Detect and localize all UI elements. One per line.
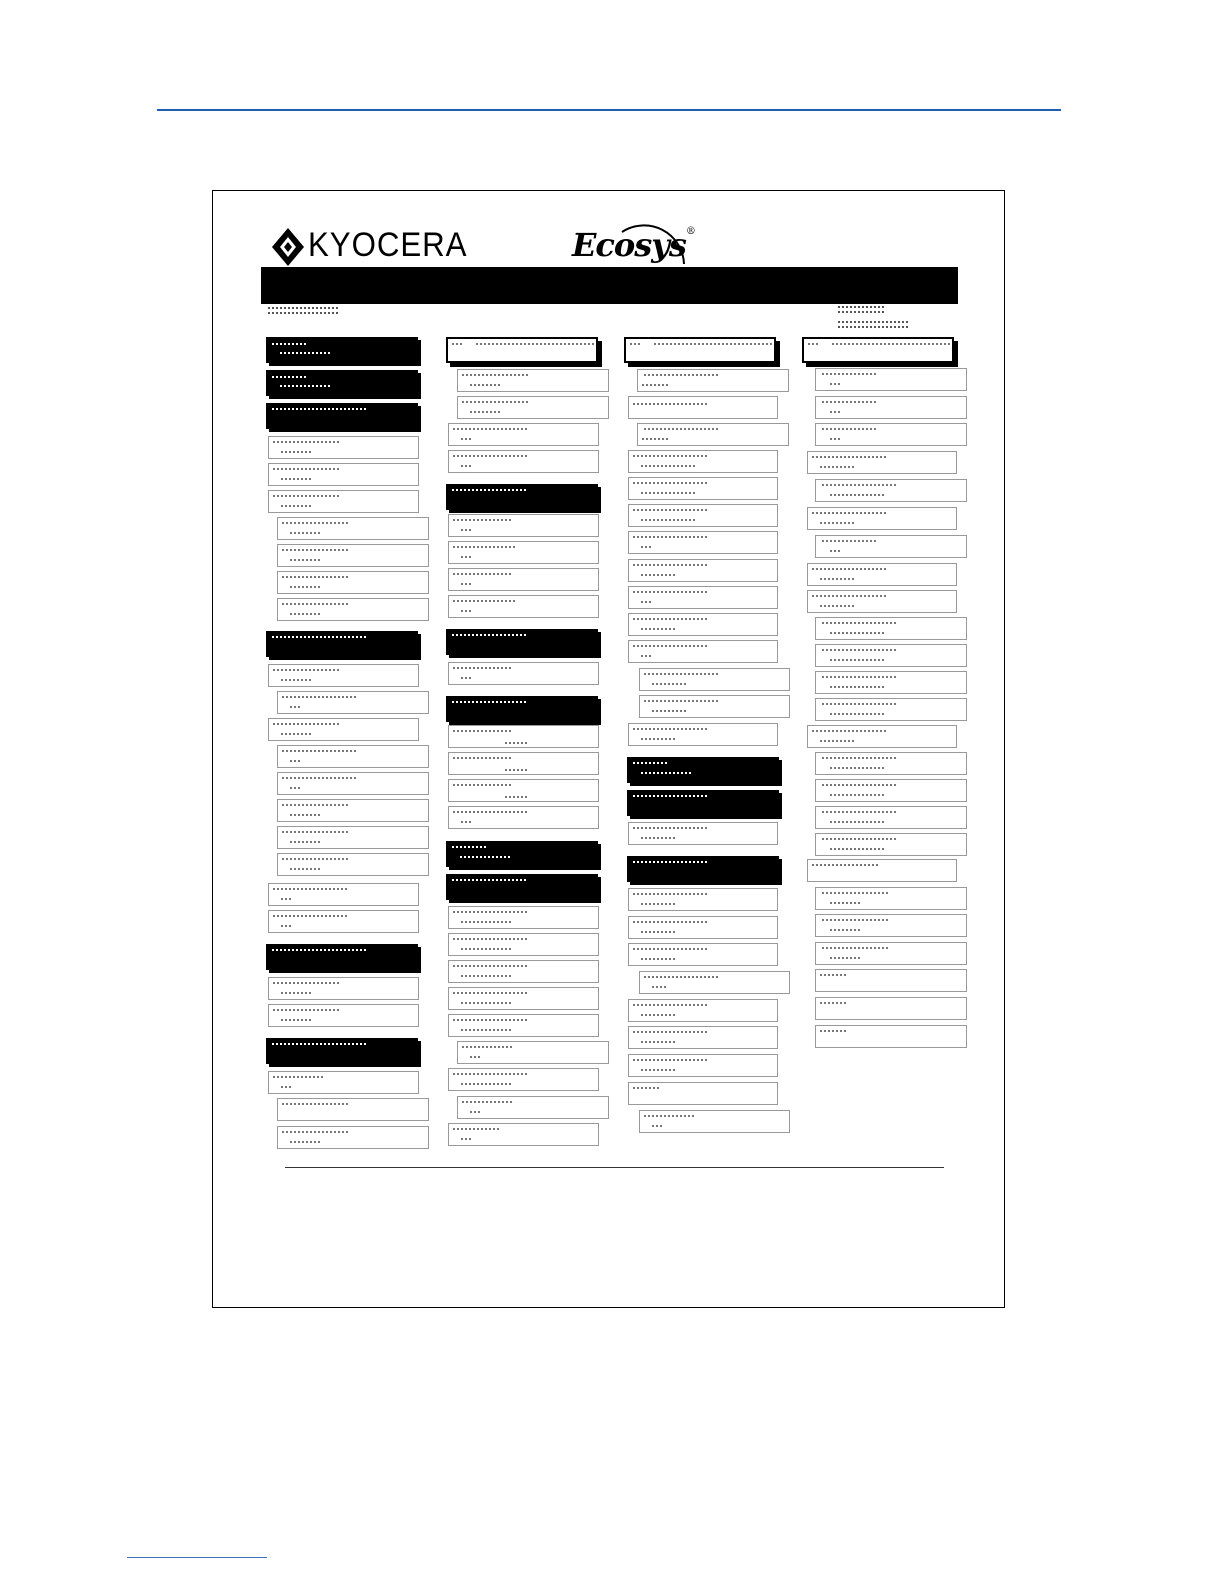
menu-subitem — [815, 698, 967, 721]
menu-subitem — [457, 369, 609, 392]
menu-item — [448, 1123, 599, 1146]
menu-item — [807, 590, 957, 613]
menu-item — [448, 752, 599, 775]
menu-item — [268, 436, 419, 459]
menu-header-block — [446, 629, 598, 655]
menu-item — [628, 396, 778, 419]
menu-subitem — [277, 691, 429, 714]
menu-item — [448, 987, 599, 1010]
registered-mark: ® — [685, 226, 695, 237]
menu-item — [628, 916, 778, 939]
menu-item — [628, 450, 778, 473]
menu-subitem — [277, 517, 429, 540]
menu-item — [628, 1026, 778, 1049]
menu-item — [628, 559, 778, 582]
kyocera-logo-icon — [272, 228, 304, 266]
menu-header-block — [266, 631, 418, 657]
menu-item — [448, 725, 599, 748]
menu-item — [268, 664, 419, 687]
menu-header-block — [446, 484, 598, 510]
menu-item — [448, 423, 599, 446]
menu-header-block — [266, 337, 418, 363]
title-bar — [261, 267, 958, 304]
menu-header-block — [627, 757, 779, 783]
footnote-rule — [127, 1557, 267, 1558]
menu-item — [448, 960, 599, 983]
menu-item — [448, 1014, 599, 1037]
menu-subitem — [815, 833, 967, 856]
menu-header-block — [266, 1038, 418, 1064]
header-note-right-3 — [838, 321, 910, 323]
menu-subitem — [277, 1098, 429, 1121]
menu-subitem — [277, 571, 429, 594]
menu-item — [628, 943, 778, 966]
menu-subitem — [815, 887, 967, 910]
menu-subitem — [639, 695, 790, 718]
menu-item — [268, 910, 419, 933]
menu-header-block — [266, 370, 418, 396]
menu-subitem — [277, 853, 429, 876]
menu-item — [448, 662, 599, 685]
menu-item — [448, 1068, 599, 1091]
header-note-left-2 — [268, 312, 340, 314]
menu-item — [448, 906, 599, 929]
menu-subitem — [277, 826, 429, 849]
menu-subitem — [637, 423, 789, 446]
menu-item — [268, 1071, 419, 1094]
header-note-right-2 — [838, 311, 884, 313]
menu-item — [448, 595, 599, 618]
menu-subitem — [639, 668, 790, 691]
menu-item — [268, 718, 419, 741]
header-note-left — [268, 307, 340, 309]
menu-subitem — [637, 369, 789, 392]
kyocera-wordmark: KYOCERA — [308, 226, 468, 264]
menu-item — [628, 531, 778, 554]
menu-item — [628, 613, 778, 636]
menu-item — [807, 859, 957, 882]
menu-subitem — [457, 1096, 609, 1119]
menu-item — [628, 723, 778, 746]
menu-subitem — [457, 1041, 609, 1064]
menu-item — [628, 999, 778, 1022]
menu-header-block — [446, 874, 598, 900]
menu-column-header — [624, 337, 776, 363]
menu-header-block — [627, 856, 779, 882]
menu-subitem — [277, 544, 429, 567]
menu-item — [448, 541, 599, 564]
menu-item — [448, 779, 599, 802]
menu-subitem — [815, 997, 967, 1020]
menu-subitem — [815, 368, 967, 391]
menu-subitem — [277, 598, 429, 621]
menu-item — [628, 1082, 778, 1105]
ecosys-wordmark — [572, 226, 695, 264]
menu-item — [448, 933, 599, 956]
menu-subitem — [815, 617, 967, 640]
menu-subitem — [815, 479, 967, 502]
menu-subitem — [815, 1025, 967, 1048]
menu-item — [807, 563, 957, 586]
menu-item — [268, 490, 419, 513]
menu-subitem — [815, 914, 967, 937]
menu-header-block — [266, 944, 418, 970]
menu-subitem — [277, 799, 429, 822]
menu-subitem — [815, 779, 967, 802]
top-rule — [157, 109, 1061, 111]
menu-item — [628, 504, 778, 527]
menu-item — [628, 640, 778, 663]
menu-subitem — [457, 396, 609, 419]
menu-item — [448, 450, 599, 473]
menu-header-block — [446, 841, 598, 867]
menu-column-header — [446, 337, 598, 363]
menu-subitem — [277, 1126, 429, 1149]
menu-subitem — [815, 671, 967, 694]
menu-item — [268, 463, 419, 486]
menu-item — [628, 586, 778, 609]
header-note-right-4 — [838, 326, 910, 328]
menu-subitem — [815, 396, 967, 419]
menu-column-header — [802, 337, 954, 363]
menu-subitem — [815, 969, 967, 992]
menu-subitem — [815, 644, 967, 667]
menu-item — [628, 822, 778, 845]
footer-rule — [285, 1167, 944, 1168]
menu-item — [628, 477, 778, 500]
menu-subitem — [815, 752, 967, 775]
menu-item — [448, 568, 599, 591]
menu-header-block — [446, 696, 598, 722]
menu-item — [268, 883, 419, 906]
menu-subitem — [815, 942, 967, 965]
ecosys-name: Ecosys — [572, 226, 686, 264]
menu-header-block — [627, 790, 779, 816]
menu-item — [807, 725, 957, 748]
menu-item — [628, 888, 778, 911]
menu-item — [448, 806, 599, 829]
menu-subitem — [815, 535, 967, 558]
menu-subitem — [815, 806, 967, 829]
menu-subitem — [815, 423, 967, 446]
menu-item — [807, 507, 957, 530]
menu-header-block — [266, 403, 418, 429]
menu-subitem — [277, 772, 429, 795]
menu-subitem — [639, 971, 790, 994]
header-note-right — [838, 306, 884, 308]
menu-item — [268, 1004, 419, 1027]
menu-item — [448, 514, 599, 537]
menu-item — [807, 451, 957, 474]
menu-subitem — [277, 745, 429, 768]
menu-subitem — [639, 1110, 790, 1133]
menu-item — [268, 977, 419, 1000]
menu-item — [628, 1054, 778, 1077]
